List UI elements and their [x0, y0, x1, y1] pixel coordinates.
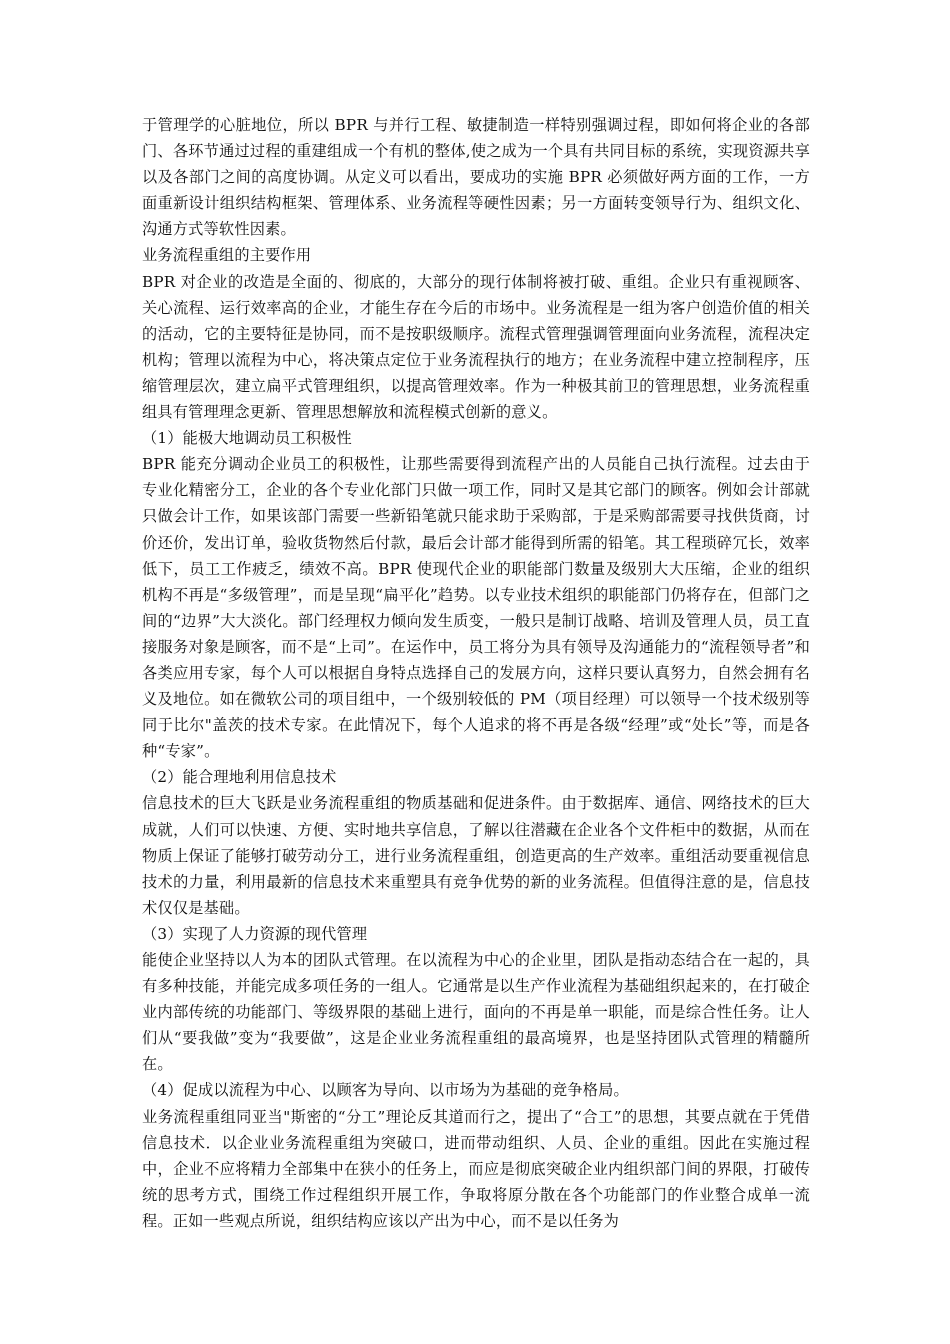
body-paragraph-information-technology: 信息技术的巨大飞跃是业务流程重组的物质基础和促进条件。由于数据库、通信、网络技术的巨大成就，人们可以快速、方便、实时地共享信息，了解以往潜藏在企业各个文件柜中的数据，从而在物质上保证了能够打破劳动分工，进行业务流程重组，创造更高的生产效率。重组活动要重视信息技术的力量，利用最新的信息技术来重塑具有竞争优势的新的业务流程。但值得注意的是，信息技术仅仅是基础。 [142, 794, 810, 917]
document-page [142, 112, 810, 1234]
section-heading-main-role: 业务流程重组的主要作用 [142, 246, 312, 265]
section-heading-3: （3）实现了人力资源的现代管理 [142, 924, 368, 943]
body-paragraph-bpr-overview: BPR 对企业的改造是全面的、彻底的，大部分的现行体制将被打破、重组。企业只有重视顾客、关心流程、运行效率高的企业，才能生存在今后的市场中。业务流程是一组为客户创造价值的相关的活动，它的主要特征是协同，而不是按职级顺序。流程式管理强调管理面向业务流程，流程决定机构；管理以流程为中心，将决策点定位于业务流程执行的地方；在业务流程中建立控制程序，压缩管理层次，建立扁平式管理组织，以提高管理效率。作为一种极其前卫的管理思想，业务流程重组具有管理理念更新、管理思想解放和流程模式创新的意义。 [142, 272, 810, 422]
body-paragraph-intro: 于管理学的心脏地位，所以 BPR 与并行工程、敏捷制造一样特别强调过程，即如何将企业的各部门、各环节通过过程的重建组成一个有机的整体,使之成为一个具有共同目标的系统，实现资源共享以及各部门之间的高度协调。从定义可以看出，要成功的实施 BPR 必须做好两方面的工作，一方面重新设计组织结构框架、管理体系、业务流程等硬性因素；另一方面转变领导行为、组织文化、沟通方式等软性因素。 [142, 116, 810, 239]
section-heading-2: （2）能合理地利用信息技术 [142, 768, 337, 787]
section-heading-1: （1）能极大地调动员工积极性 [142, 429, 352, 448]
body-paragraph-process-centered: 业务流程重组同亚当"斯密的“分工”理论反其道而行之，提出了“合工”的思想，其要点就在于凭借信息技术．以企业业务流程重组为突破口，进而带动组织、人员、企业的重组。因此在实施过程中，企业不应将精力全部集中在狭小的任务上，而应是彻底突破企业内组织部门间的界限，打破传统的思考方式，围绕工作过程组织开展工作，争取将原分散在各个功能部门的作业整合成单一流程。正如一些观点所说，组织结构应该以产出为中心，而不是以任务为 [142, 1107, 810, 1230]
body-paragraph-human-resources: 能使企业坚持以人为本的团队式管理。在以流程为中心的企业里，团队是指动态结合在一起的，具有多种技能，并能完成多项任务的一组人。它通常是以生产作业流程为基础组织起来的，在打破企业内部传统的功能部门、等级界限的基础上进行，面向的不再是单一职能，而是综合性任务。让人们从“要我做”变为“我要做”，这是企业业务流程重组的最高境界，也是坚持团队式管理的精髓所在。 [142, 951, 810, 1074]
body-paragraph-employee-motivation: BPR 能充分调动企业员工的积极性，让那些需要得到流程产出的人员能自己执行流程。过去由于专业化精密分工，企业的各个专业化部门只做一项工作，同时又是其它部门的顾客。例如会计部就只做会计工作，如果该部门需要一些新铅笔就只能求助于采购部，于是采购部需要寻找供货商，讨价还价，发出订单，验收货物然后付款，最后会计部才能得到所需的铅笔。其工程琐碎冗长，效率低下，员工工作疲乏，绩效不高。BPR 使现代企业的职能部门数量及级别大大压缩，企业的组织机构不再是“多级管理”，而是呈现“扁平化”趋势。以专业技术组织的职能部门仍将存在，但部门之间的“边界”大大淡化。部门经理权力倾向发生质变，一般只是制订战略、培训及管理人员，员工直接服务对象是顾客，而不是“上司”。在运作中，员工将分为具有领导及沟通能力的“流程领导者”和各类应用专家，每个人可以根据自身特点选择自己的发展方向，这样只要认真努力，自然会拥有名义及地位。如在微软公司的项目组中，一个级别较低的 PM（项目经理）可以领导一个技术级别等同于比尔"盖茨的技术专家。在此情况下，每个人追求的将不再是各级“经理”或“处长”等，而是各种“专家”。 [142, 455, 810, 761]
section-heading-4: （4）促成以流程为中心、以顾客为导向、以市场为为基础的竞争格局。 [142, 1081, 629, 1100]
